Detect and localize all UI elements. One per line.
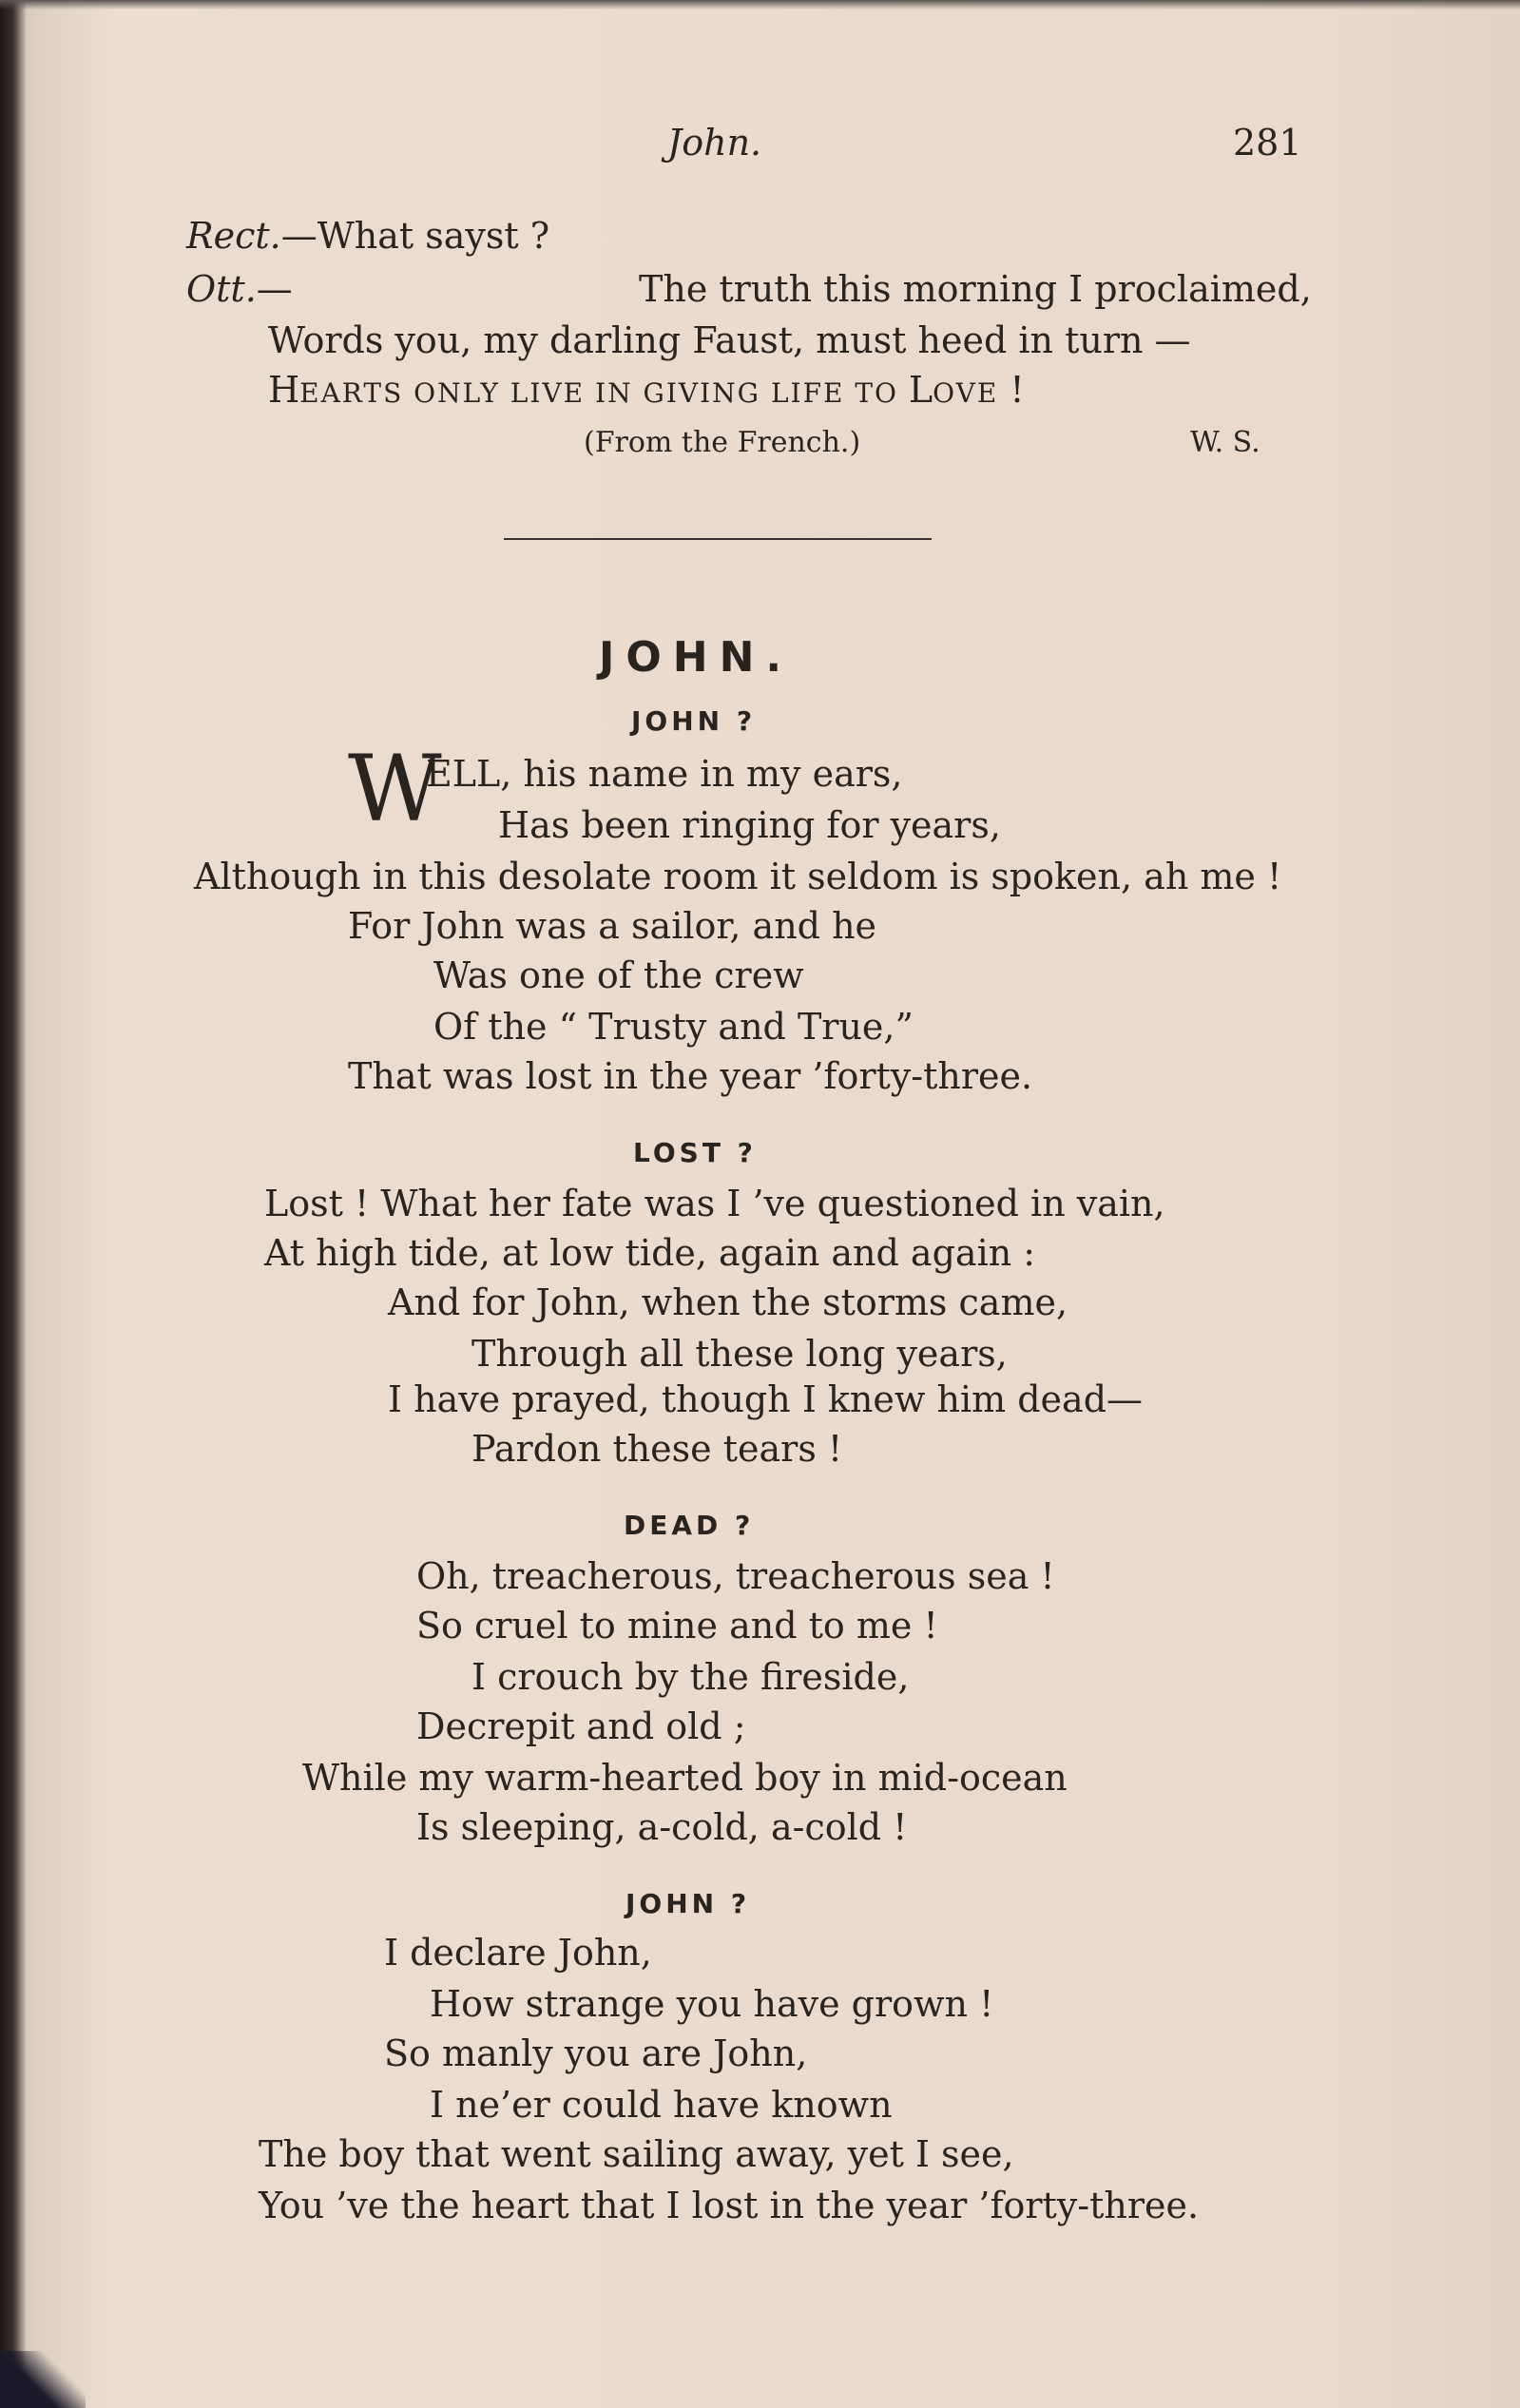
poem-line: Decrepit and old ; [416,1705,746,1747]
poem-line: Through all these long years, [471,1333,1008,1375]
prev-line-4-smallcaps: HEARTS ONLY LIVE IN GIVING LIFE TO LOVE ! [268,369,1025,411]
poem-line: For John was a sailor, and he [348,905,877,947]
poem-line: I crouch by the fireside, [471,1656,910,1698]
poem-line: That was lost in the year ’forty-three. [348,1055,1033,1097]
prev-line-2: The truth this morning I proclaimed, [639,268,1312,310]
poem-line: The boy that went sailing away, yet I see, [259,2133,1014,2175]
section-heading-lost: LOST ? [633,1137,757,1168]
poem-line: So cruel to mine and to me ! [416,1605,938,1647]
poem-title: JOHN. [599,633,794,682]
poem-line: While my warm-hearted boy in mid-ocean [302,1757,1068,1799]
prev-line-2-speaker: Ott.— [186,268,293,310]
poem-line: Lost ! What her fate was I ’ve questioned in vain, [264,1183,1165,1224]
running-header-title: John. [667,122,762,164]
poem-line: You ’ve the heart that I lost in the year ’forty-three. [259,2185,1200,2226]
section-heading-dead: DEAD ? [624,1510,755,1541]
prev-line-1: Rect.—What sayst ? [186,215,550,257]
page-number: 281 [1233,122,1302,164]
book-spine [0,0,27,2408]
poem-line: Was one of the crew [433,954,804,996]
poem-line: Of the “ Trusty and True,” [433,1006,914,1048]
poem-line: I have prayed, though I knew him dead— [388,1378,1144,1420]
prev-line-3: Words you, my darling Faust, must heed in turn — [268,319,1191,361]
speaker-rect: Rect. [186,215,281,257]
drop-cap: W [348,736,442,842]
poem-line: And for John, when the storms came, [388,1281,1068,1323]
poem-line: At high tide, at low tide, again and again : [264,1232,1036,1274]
author-initials: W. S. [1190,426,1260,459]
poem-line: ELL, his name in my ears, [426,753,903,795]
speaker-ott: Ott. [186,268,257,310]
section-heading-john-1: JOHN ? [631,705,757,737]
poem-line: How strange you have grown ! [430,1983,994,2025]
poem-line: Oh, treacherous, treacherous sea ! [416,1555,1055,1597]
poem-line: Pardon these tears ! [471,1428,843,1470]
source-attribution: (From the French.) [584,426,861,459]
page-top-edge [0,0,1520,10]
poem-line: I declare John, [384,1932,652,1974]
section-heading-john-2: JOHN ? [625,1888,751,1919]
poem-line: Is sleeping, a-cold, a-cold ! [416,1806,908,1848]
page-corner-shadow [0,2351,86,2408]
poem-line: I ne’er could have known [430,2084,893,2126]
poem-line: Has been ringing for years, [498,804,1001,846]
poem-line: Although in this desolate room it seldom is spoken, ah me ! [194,856,1282,897]
poem-line: So manly you are John, [384,2032,808,2074]
section-divider [504,538,932,540]
